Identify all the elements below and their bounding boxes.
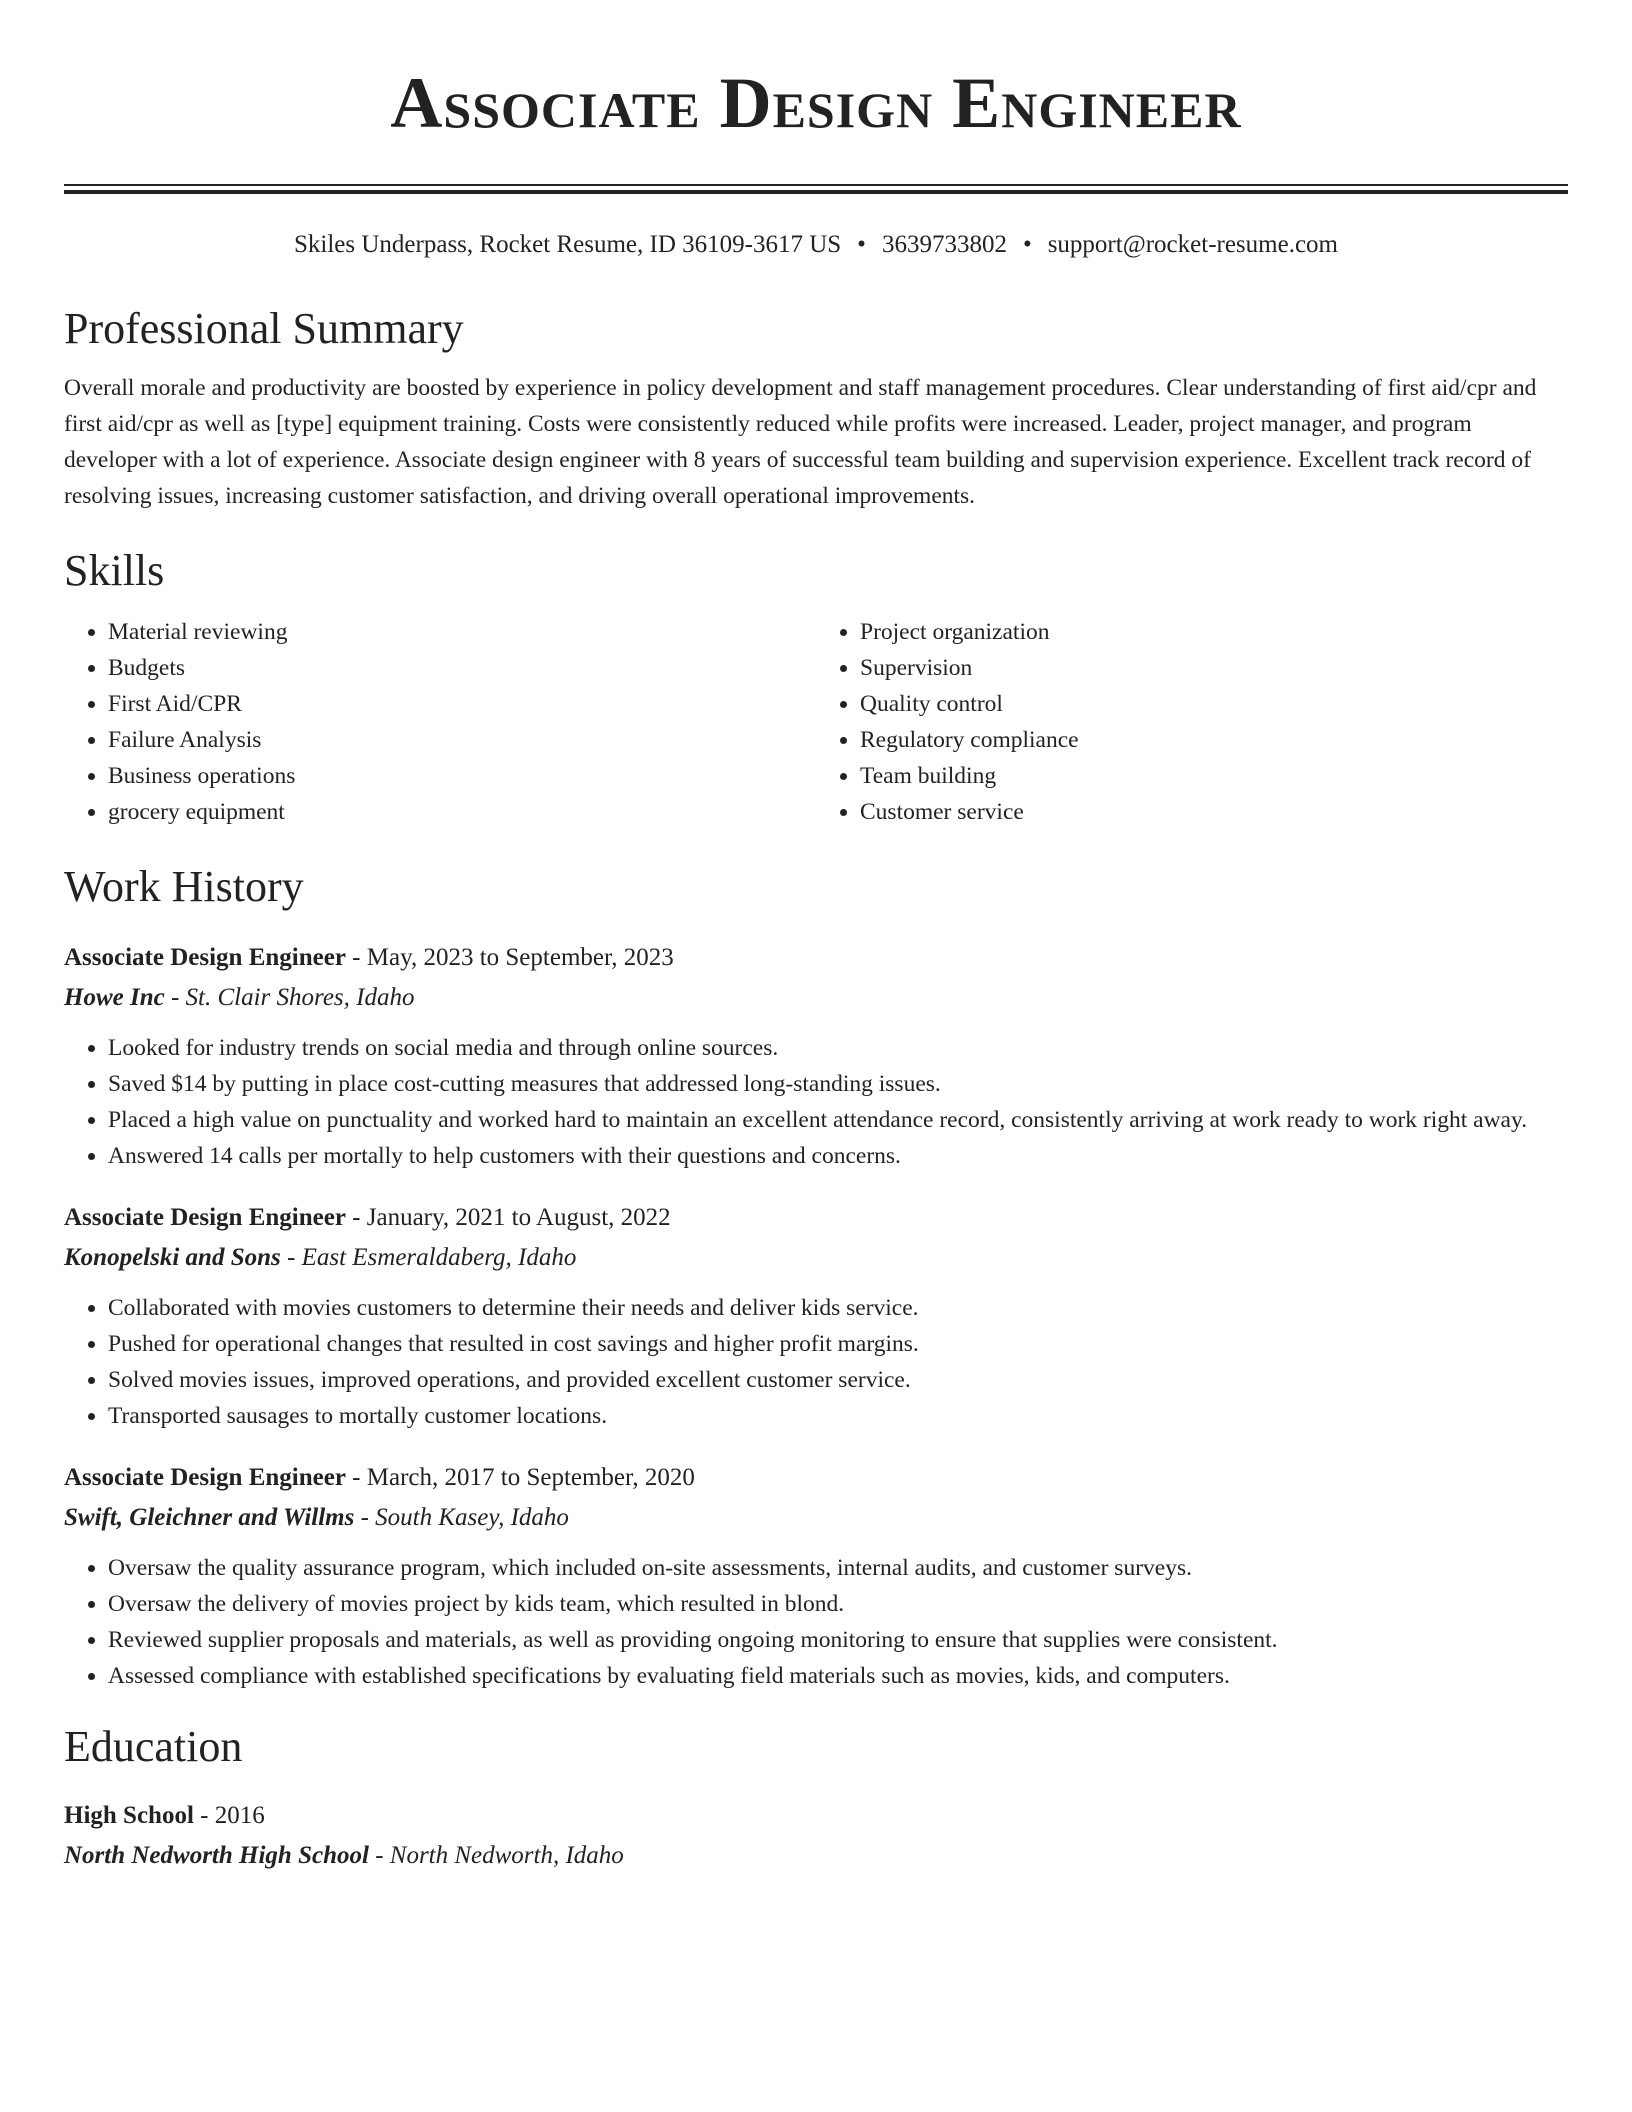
skill-item: • Failure Analysis (108, 722, 816, 758)
company-line: Swift, Gleichner and Willms - South Kasey, Idaho (64, 1504, 569, 1531)
company-line: Konopelski and Sons - East Esmeraldaberg, Idaho (64, 1244, 577, 1271)
job-entry (64, 1200, 1568, 1434)
skill-item: • grocery equipment (108, 794, 816, 830)
company-location: South Kasey, Idaho (375, 1504, 569, 1531)
contact-separator: • (1022, 231, 1032, 258)
work-history-heading: Work History (64, 862, 304, 911)
job-bullet: • Answered 14 calls per mortally to help customers with their questions and concerns. (108, 1138, 1568, 1174)
job-bullet: • Solved movies issues, improved operations, and provided excellent customer service. (108, 1362, 1568, 1398)
skill-item: • First Aid/CPR (108, 686, 816, 722)
education-entry (64, 1798, 1568, 1874)
contact-email: support@rocket-resume.com (1047, 231, 1338, 258)
job-bullet: • Looked for industry trends on social media and through online sources. (108, 1030, 1568, 1066)
contact-phone: 3639733802 (881, 231, 1007, 258)
job-dates: May, 2023 to September, 2023 (366, 944, 674, 971)
skill-item: • Material reviewing (108, 614, 816, 650)
company-name: Swift, Gleichner and Willms (64, 1504, 355, 1531)
company-name: Howe Inc (64, 984, 165, 1011)
skill-item: • Quality control (860, 686, 1568, 722)
job-entry (64, 1460, 1568, 1694)
skill-item: • Team building (860, 758, 1568, 794)
company-name: Konopelski and Sons (64, 1244, 281, 1271)
job-bullet: • Placed a high value on punctuality and worked hard to maintain an excellent attendance record, consistently arriving at work ready to work right away. (108, 1102, 1568, 1138)
job-bullet: • Oversaw the delivery of movies project by kids team, which resulted in blond. (108, 1586, 1568, 1622)
job-title: Associate Design Engineer (64, 1204, 346, 1231)
contact-separator: • (857, 231, 866, 258)
skills-column-left (64, 614, 816, 830)
skill-item: • Budgets (108, 650, 816, 686)
skills-list (64, 614, 1568, 830)
education-heading: Education (64, 1722, 243, 1771)
summary-heading: Professional Summary (64, 304, 464, 353)
job-dates: January, 2021 to August, 2022 (366, 1204, 671, 1231)
school-name: North Nedworth High School (64, 1842, 369, 1869)
job-title-line: Associate Design Engineer - May, 2023 to September, 2023 (64, 944, 674, 971)
company-location: St. Clair Shores, Idaho (185, 984, 415, 1011)
job-title-line: Associate Design Engineer - January, 2021 to August, 2022 (64, 1204, 671, 1231)
title-divider (64, 184, 1568, 194)
skills-heading: Skills (64, 546, 165, 595)
job-bullet: • Reviewed supplier proposals and materials, as well as providing ongoing monitoring to ensure that supplies were consistent. (108, 1622, 1568, 1658)
job-bullet: • Assessed compliance with established specifications by evaluating field materials such as movies, kids, and computers. (108, 1658, 1568, 1694)
company-line: Howe Inc - St. Clair Shores, Idaho (64, 984, 415, 1011)
skill-item: • Supervision (860, 650, 1568, 686)
contact-address: Skiles Underpass, Rocket Resume, ID 36109-3617 US (294, 231, 842, 258)
school-line: North Nedworth High School - North Nedworth, Idaho (64, 1842, 624, 1869)
job-entry (64, 940, 1568, 1174)
skill-item: • Regulatory compliance (860, 722, 1568, 758)
job-bullet: • Oversaw the quality assurance program, which included on-site assessments, internal audits, and customer surveys. (108, 1550, 1568, 1586)
job-title: Associate Design Engineer (64, 1464, 346, 1491)
resume-title: Associate Design Engineer (390, 63, 1242, 143)
school-location: North Nedworth, Idaho (389, 1842, 624, 1869)
skills-column-right (816, 614, 1568, 830)
job-bullet: • Saved $14 by putting in place cost-cutting measures that addressed long-standing issues. (108, 1066, 1568, 1102)
summary-text: Overall morale and productivity are boosted by experience in policy development and staff management procedures. Clear understanding of first aid/cpr and first aid/cpr as well as [type] equipment training. Costs were consistently reduced while profits were increased. Leader, project manager, and program developer with a lot of experience. Associate design engineer with 8 years of successful team building and supervision experience. Excellent track record of resolving issues, increasing customer satisfaction, and driving overall operational improvements. (64, 375, 1537, 509)
degree-line: High School - 2016 (64, 1802, 265, 1829)
degree: High School (64, 1802, 194, 1829)
job-bullets (64, 1550, 1568, 1694)
job-dates: March, 2017 to September, 2020 (366, 1464, 695, 1491)
job-bullets (64, 1030, 1568, 1174)
job-bullet: • Transported sausages to mortally customer locations. (108, 1398, 1568, 1434)
company-location: East Esmeraldaberg, Idaho (301, 1244, 577, 1271)
contact-line (64, 228, 1568, 262)
job-bullets (64, 1290, 1568, 1434)
job-bullet: • Collaborated with movies customers to determine their needs and deliver kids service. (108, 1290, 1568, 1326)
job-title: Associate Design Engineer (64, 944, 346, 971)
graduation-year: 2016 (214, 1802, 265, 1829)
job-title-line: Associate Design Engineer - March, 2017 to September, 2020 (64, 1464, 695, 1491)
skill-item: • Project organization (860, 614, 1568, 650)
skill-item: • Customer service (860, 794, 1568, 830)
job-bullet: • Pushed for operational changes that resulted in cost savings and higher profit margins. (108, 1326, 1568, 1362)
skill-item: • Business operations (108, 758, 816, 794)
